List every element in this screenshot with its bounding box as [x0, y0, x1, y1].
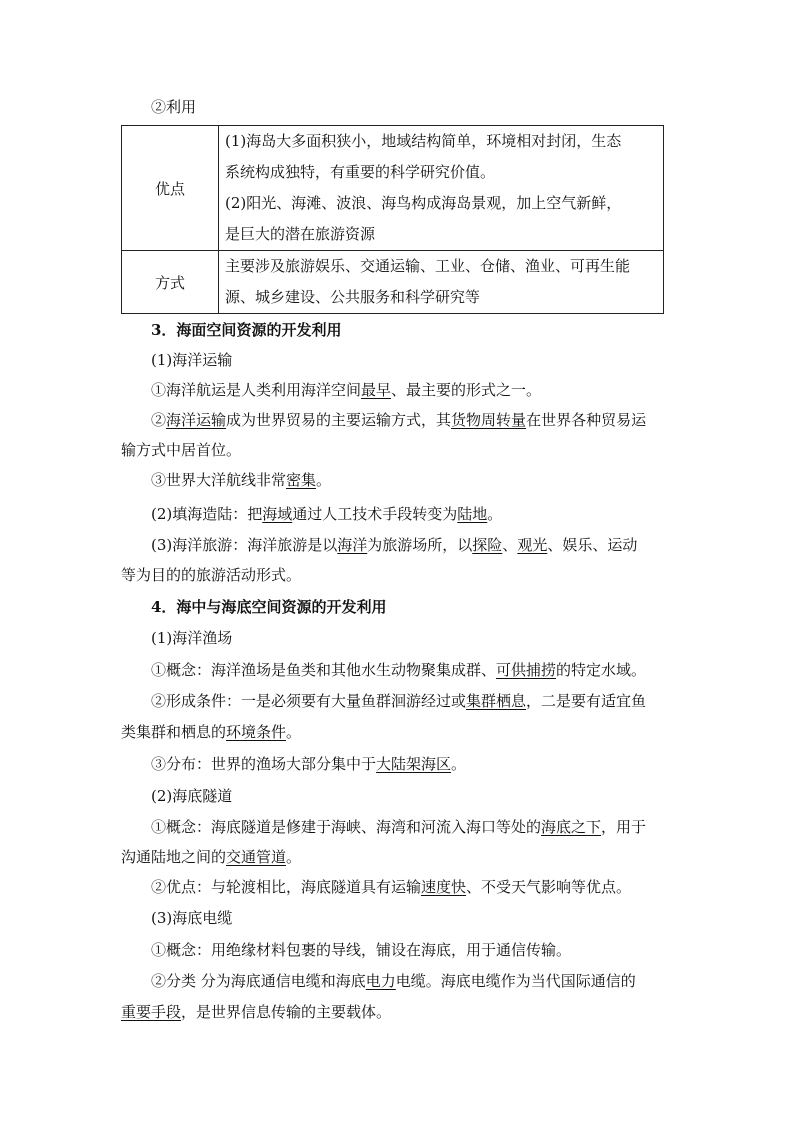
table-cell-line: (2)阳光、海滩、波浪、海鸟构成海岛景观，加上空气新鲜， — [225, 194, 622, 212]
paragraph: (3)海洋旅游：海洋旅游是以海洋为旅游场所，以探险、观光、娱乐、运动 — [151, 536, 638, 554]
underlined-term: 海洋运输 — [166, 411, 227, 429]
table-row — [122, 126, 664, 251]
paragraph: ②海洋运输成为世界贸易的主要运输方式，其货物周转量在世界各种贸易运 — [151, 411, 647, 429]
subsection-submarine-cable: (3)海底电缆 — [151, 909, 233, 927]
underlined-term: 重要手段 — [121, 1003, 182, 1021]
table-header-advantages: 优点 — [122, 126, 219, 251]
underlined-term: 探险 — [472, 536, 503, 554]
paragraph-continuation: 输方式中居首位。 — [121, 441, 242, 459]
underlined-term: 陆地 — [457, 505, 488, 523]
paragraph: ③世界大洋航线非常密集。 — [151, 471, 332, 489]
paragraph: (2)填海造陆：把海域通过人工技术手段转变为陆地。 — [151, 505, 503, 523]
subsection-ocean-transport: (1)海洋运输 — [151, 351, 233, 369]
table-row — [122, 251, 664, 314]
table-header-methods: 方式 — [122, 251, 219, 314]
paragraph-continuation: 沟通陆地之间的交通管道。 — [121, 848, 302, 866]
table-cell-line: 主要涉及旅游娱乐、交通运输、工业、仓储、渔业、可再生能 — [225, 257, 631, 275]
paragraph: ②分类 分为海底通信电缆和海底电力电缆。海底电缆作为当代国际通信的 — [151, 972, 636, 990]
paragraph: ②形成条件：一是必须要有大量鱼群洄游经过或集群栖息，二是要有适宜鱼 — [151, 692, 647, 710]
underlined-term: 交通管道 — [226, 848, 287, 866]
underlined-term: 大陆架海区 — [376, 755, 452, 773]
table-cell-line: (1)海岛大多面积狭小，地域结构简单，环境相对封闭，生态 — [225, 132, 622, 150]
subsection-undersea-tunnel: (2)海底隧道 — [151, 787, 233, 805]
table-cell-line: 是巨大的潜在旅游资源 — [225, 225, 376, 243]
underlined-term: 最早 — [361, 381, 392, 399]
table-cell-line: 源、城乡建设、公共服务和科学研究等 — [225, 288, 481, 306]
paragraph: ①海洋航运是人类利用海洋空间最早、最主要的形式之一。 — [151, 381, 542, 399]
advantages-table — [121, 125, 664, 314]
underlined-term: 海洋 — [337, 536, 368, 554]
subsection-fishing-ground: (1)海洋渔场 — [151, 629, 233, 647]
paragraph-continuation: 等为目的的旅游活动形式。 — [121, 566, 302, 584]
paragraph-continuation: 重要手段，是世界信息传输的主要载体。 — [121, 1003, 392, 1021]
underlined-term: 集群栖息 — [466, 692, 527, 710]
underlined-term: 海底之下 — [541, 818, 602, 836]
table-cell-advantages — [219, 126, 664, 251]
underlined-term: 电力 — [365, 972, 396, 990]
subheading-use: ②利用 — [151, 98, 197, 116]
underlined-term: 观光 — [517, 536, 548, 554]
paragraph-continuation: 类集群和栖息的环境条件。 — [121, 723, 302, 741]
table-cell-line: 系统构成独特，有重要的科学研究价值。 — [225, 163, 496, 181]
paragraph: ②优点：与轮渡相比，海底隧道具有运输速度快、不受天气影响等优点。 — [151, 878, 632, 896]
table-cell-methods — [219, 251, 664, 314]
section-4-title: 4．海中与海底空间资源的开发利用 — [151, 598, 387, 616]
underlined-term: 货物周转量 — [451, 411, 527, 429]
paragraph: ①概念：用绝缘材料包裹的导线，铺设在海底，用于通信传输。 — [151, 941, 572, 959]
paragraph: ①概念：海底隧道是修建于海峡、海湾和河流入海口等处的海底之下，用于 — [151, 818, 647, 836]
section-3-title: 3．海面空间资源的开发利用 — [151, 321, 342, 339]
underlined-term: 速度快 — [421, 878, 467, 896]
paragraph: ③分布：世界的渔场大部分集中于大陆架海区。 — [151, 755, 467, 773]
underlined-term: 可供捕捞 — [496, 661, 557, 679]
underlined-term: 密集 — [286, 471, 317, 489]
underlined-term: 海域 — [262, 505, 293, 523]
underlined-term: 环境条件 — [226, 723, 287, 741]
paragraph: ①概念：海洋渔场是鱼类和其他水生动物聚集成群、可供捕捞的特定水域。 — [151, 661, 647, 679]
